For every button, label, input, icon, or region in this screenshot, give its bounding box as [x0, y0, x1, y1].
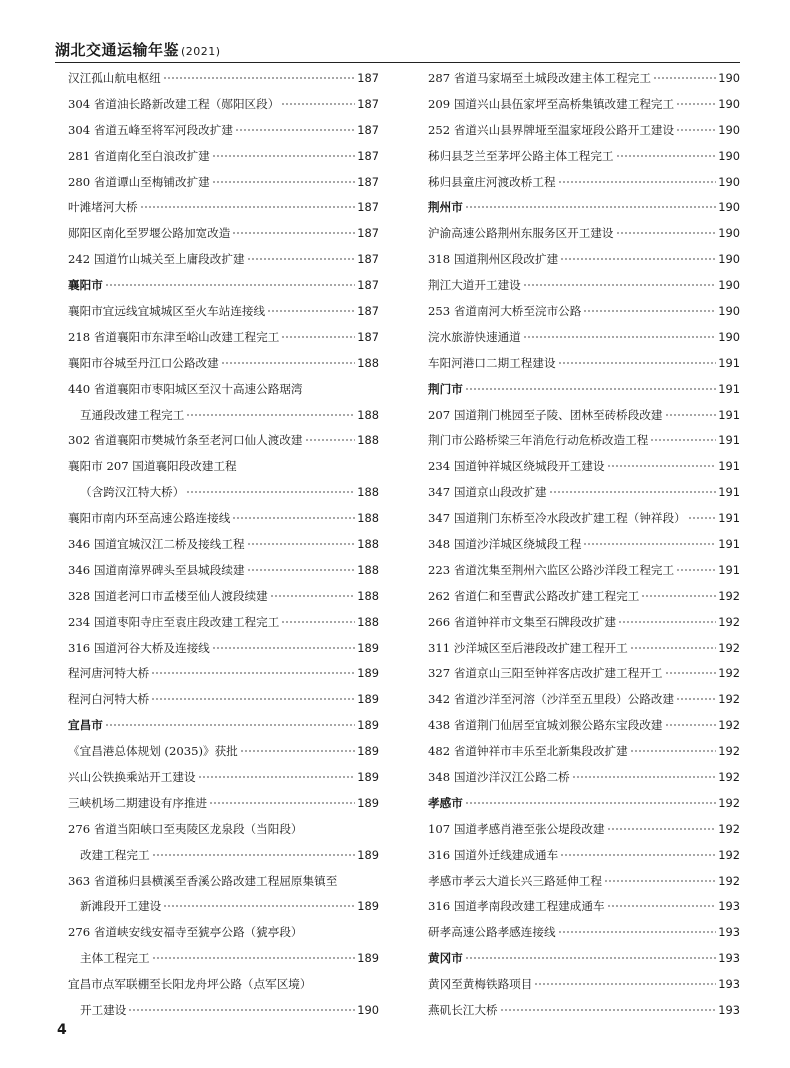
toc-entry-page: 190	[718, 174, 740, 189]
toc-entry-title: 浣水旅游快速通道	[428, 329, 521, 344]
toc-entry-title: 沪渝高速公路荆州东服务区开工建设	[428, 226, 614, 241]
dot-leader	[186, 411, 355, 418]
toc-entry-title: 新滩段开工建设	[80, 899, 162, 914]
dot-leader	[247, 256, 356, 263]
dot-leader	[607, 903, 717, 910]
toc-entry-title: 襄阳市 207 国道襄阳段改建工程	[68, 459, 237, 474]
toc-entry[interactable]	[428, 971, 740, 997]
toc-entry[interactable]	[68, 143, 379, 169]
dot-leader	[186, 489, 355, 496]
toc-entry-title: 234 国道枣阳寺庄至袁庄段改建工程完工	[68, 614, 280, 629]
toc-entry-title: 318 国道荆州区段改扩建	[428, 252, 559, 267]
toc-entry[interactable]	[428, 894, 740, 920]
dot-leader	[558, 359, 717, 366]
dot-leader	[128, 1007, 355, 1014]
toc-entry[interactable]	[428, 660, 740, 686]
toc-entry-page: 188	[357, 511, 379, 526]
toc-entry-title: 218 省道襄阳市东津至峪山改建工程完工	[68, 329, 280, 344]
toc-entry-page: 187	[357, 252, 379, 267]
toc-entry-title: 郧阳区南化至罗堰公路加宽改造	[68, 226, 231, 241]
toc-entry[interactable]	[428, 583, 740, 609]
toc-entry-page: 189	[357, 640, 379, 655]
toc-entry-page: 190	[718, 329, 740, 344]
dot-leader	[140, 204, 356, 211]
toc-entry-title: 234 国道钟祥城区绕城段开工建设	[428, 459, 605, 474]
toc-entry-title: 440 省道襄阳市枣阳城区至汉十高速公路琚湾	[68, 381, 303, 396]
toc-entry-page: 189	[357, 692, 379, 707]
dot-leader	[616, 152, 717, 159]
toc-entry-title: 程河白河特大桥	[68, 692, 150, 707]
toc-entry-title: 304 省道油长路新改建工程（郧阳区段）	[68, 96, 280, 111]
toc-entry-title: 347 国道京山段改扩建	[428, 485, 547, 500]
dot-leader	[240, 748, 355, 755]
toc-entry-page: 192	[718, 873, 740, 888]
toc-entry-title: 互通段改建工程完工	[80, 407, 185, 422]
toc-entry[interactable]	[428, 453, 740, 479]
toc-entry-title: 襄阳市谷城至丹江口公路改建	[68, 355, 219, 370]
toc-entry[interactable]	[68, 764, 379, 790]
toc-entry-page: 189	[357, 744, 379, 759]
dot-leader	[105, 282, 355, 289]
dot-leader	[465, 955, 716, 962]
toc-entry-page: 191	[718, 355, 740, 370]
toc-entry-page: 190	[718, 278, 740, 293]
toc-entry-page: 193	[718, 951, 740, 966]
toc-entry-title: 302 省道襄阳市樊城竹条至老河口仙人渡改建	[68, 433, 303, 448]
toc-entry[interactable]	[68, 609, 379, 635]
toc-section-heading[interactable]	[68, 272, 379, 298]
toc-entry-title: 襄阳市南内环至高速公路连接线	[68, 511, 231, 526]
toc-entry-page: 188	[357, 562, 379, 577]
toc-entry-page: 192	[718, 718, 740, 733]
toc-entry-page: 187	[357, 70, 379, 85]
toc-entry[interactable]	[428, 427, 740, 453]
toc-entry[interactable]	[68, 220, 379, 246]
toc-entry-page: 192	[718, 795, 740, 810]
dot-leader	[212, 644, 355, 651]
toc-entry[interactable]	[428, 997, 740, 1023]
toc-entry-page: 190	[357, 1003, 379, 1017]
toc-entry-title: 黄冈市	[428, 951, 463, 966]
toc-entry[interactable]	[68, 635, 379, 661]
book-year: (2021)	[181, 45, 221, 58]
toc-entry-page: 189	[357, 795, 379, 810]
toc-entry[interactable]	[428, 738, 740, 764]
toc-entry-title: 襄阳市宜远线宜城城区至火车站连接线	[68, 303, 266, 318]
toc-right-column	[428, 65, 740, 1023]
dot-leader	[676, 566, 716, 573]
toc-entry[interactable]	[428, 402, 740, 428]
toc-entry[interactable]	[68, 531, 379, 557]
toc-entry-title: 研孝高速公路孝感连接线	[428, 925, 556, 940]
book-title-text: 湖北交通运输年鉴	[55, 41, 180, 59]
toc-entry[interactable]	[68, 402, 379, 428]
toc-entry-title: 209 国道兴山县伍家坪至高桥集镇改建工程完工	[428, 96, 675, 111]
dot-leader	[305, 437, 356, 444]
toc-entry[interactable]	[428, 298, 740, 324]
toc-entry[interactable]	[68, 660, 379, 686]
toc-entry-title: 316 国道孝南段改建工程建成通车	[428, 899, 605, 914]
dot-leader	[151, 670, 355, 677]
toc-entry-page: 192	[718, 821, 740, 836]
dot-leader	[549, 489, 717, 496]
toc-entry-title: 叶滩堵河大桥	[68, 200, 138, 215]
toc-entry[interactable]	[68, 816, 379, 842]
toc-entry-title: 348 国道沙洋汉江公路二桥	[428, 769, 570, 784]
toc-entry-title: 262 省道仁和至曹武公路改扩建工程完工	[428, 588, 640, 603]
dot-leader	[465, 799, 716, 806]
dot-leader	[607, 463, 717, 470]
toc-entry-title: 孝感市孝云大道长兴三路延伸工程	[428, 873, 602, 888]
toc-entry-title: 253 省道南河大桥至浣市公路	[428, 303, 582, 318]
dot-leader	[232, 230, 355, 237]
toc-entry-title: 车阳河港口二期工程建设	[428, 355, 556, 370]
dot-leader	[653, 74, 716, 81]
toc-entry-page: 192	[718, 847, 740, 862]
toc-entry-page: 190	[718, 70, 740, 85]
toc-entry[interactable]	[68, 919, 379, 945]
dot-leader	[618, 618, 716, 625]
toc-entry-title: 280 省道谭山至梅铺改扩建	[68, 174, 210, 189]
toc-entry[interactable]	[428, 220, 740, 246]
toc-entry-page: 187	[357, 122, 379, 137]
toc-entry-page: 188	[357, 485, 379, 500]
toc-entry-title: 宜昌市点军联棚至长阳龙舟坪公路（点军区境）	[68, 977, 312, 992]
dot-leader	[676, 126, 716, 133]
dot-leader	[665, 722, 717, 729]
toc-entry-page: 191	[718, 459, 740, 474]
dot-leader	[676, 696, 716, 703]
toc-entry-page: 191	[718, 485, 740, 500]
toc-entry-title: 316 国道河谷大桥及连接线	[68, 640, 210, 655]
toc-section-heading[interactable]	[428, 945, 740, 971]
toc-entry[interactable]	[428, 65, 740, 91]
toc-section-heading[interactable]	[428, 194, 740, 220]
dot-leader	[572, 774, 716, 781]
toc-entry[interactable]	[428, 868, 740, 894]
toc-entry-title: 266 省道钟祥市文集至石牌段改扩建	[428, 614, 617, 629]
toc-entry-page: 189	[357, 899, 379, 914]
toc-entry[interactable]	[68, 583, 379, 609]
toc-entry[interactable]	[68, 117, 379, 143]
toc-entry-title: 秭归县童庄河渡改桥工程	[428, 174, 556, 189]
toc-entry-page: 192	[718, 666, 740, 681]
toc-entry-page: 193	[718, 899, 740, 914]
toc-entry-title: 秭归县芝兰至茅坪公路主体工程完工	[428, 148, 614, 163]
dot-leader	[676, 100, 716, 107]
toc-entry[interactable]	[428, 531, 740, 557]
toc-entry-page: 192	[718, 588, 740, 603]
toc-entry-page: 187	[357, 174, 379, 189]
dot-leader	[105, 722, 355, 729]
toc-entry[interactable]	[428, 686, 740, 712]
dot-leader	[604, 877, 716, 884]
dot-leader	[630, 748, 717, 755]
toc-entry-page: 192	[718, 744, 740, 759]
toc-entry-page: 190	[718, 96, 740, 111]
dot-leader	[688, 515, 717, 522]
dot-leader	[665, 411, 717, 418]
toc-entry-page: 187	[357, 226, 379, 241]
dot-leader	[465, 204, 716, 211]
dot-leader	[151, 696, 355, 703]
dot-leader	[198, 774, 356, 781]
page-number: 4	[57, 1022, 67, 1038]
toc-entry-page: 193	[718, 925, 740, 940]
toc-entry-title: 281 省道南化至白浪改扩建	[68, 148, 210, 163]
dot-leader	[209, 799, 355, 806]
toc-entry[interactable]	[68, 194, 379, 220]
toc-entry-page: 190	[718, 252, 740, 267]
dot-leader	[267, 307, 355, 314]
toc-entry[interactable]	[428, 609, 740, 635]
toc-entry-page: 187	[357, 329, 379, 344]
toc-entry[interactable]	[68, 738, 379, 764]
toc-entry-title: 311 沙洋城区至后港段改扩建工程开工	[428, 640, 628, 655]
toc-entry-page: 192	[718, 640, 740, 655]
dot-leader	[212, 178, 355, 185]
toc-entry-page: 192	[718, 692, 740, 707]
toc-entry-page: 187	[357, 200, 379, 215]
dot-leader	[247, 541, 356, 548]
toc-entry[interactable]	[68, 945, 379, 971]
toc-entry[interactable]	[68, 557, 379, 583]
toc-entry-page: 187	[357, 278, 379, 293]
toc-entry-page: 191	[718, 536, 740, 551]
toc-entry-title: 276 省道当阳峡口至夷陵区龙泉段（当阳段）	[68, 821, 303, 836]
dot-leader	[152, 955, 356, 962]
toc-entry-page: 190	[718, 226, 740, 241]
dot-leader	[607, 825, 717, 832]
book-title	[55, 39, 221, 60]
dot-leader	[560, 851, 716, 858]
toc-entry-page: 187	[357, 148, 379, 163]
dot-leader	[523, 333, 716, 340]
toc-entry[interactable]	[68, 686, 379, 712]
dot-leader	[235, 126, 355, 133]
toc-entry-title: 242 国道竹山城关至上庸段改扩建	[68, 252, 245, 267]
toc-entry-title: 252 省道兴山县界牌垭至温家垭段公路开工建设	[428, 122, 675, 137]
dot-leader	[560, 256, 716, 263]
toc-entry[interactable]	[68, 350, 379, 376]
toc-entry-title: （含跨汉江特大桥）	[80, 485, 185, 500]
toc-entry-page: 191	[718, 562, 740, 577]
toc-entry-title: 荆州市	[428, 200, 463, 215]
toc-entry-page: 191	[718, 407, 740, 422]
toc-entry[interactable]	[68, 894, 379, 920]
toc-entry[interactable]	[428, 712, 740, 738]
toc-entry-title: 主体工程完工	[80, 951, 150, 966]
toc-entry[interactable]	[428, 272, 740, 298]
toc-entry-page: 191	[718, 381, 740, 396]
toc-entry-title: 荆江大道开工建设	[428, 278, 521, 293]
toc-entry-title: 438 省道荆门仙居至宜城刘猴公路东宝段改建	[428, 718, 663, 733]
toc-entry-title: 346 国道南漳界碑头至县城段续建	[68, 562, 245, 577]
dot-leader	[281, 618, 355, 625]
toc-entry[interactable]	[428, 91, 740, 117]
toc-entry-page: 190	[718, 200, 740, 215]
toc-entry-title: 改建工程完工	[80, 847, 150, 862]
dot-leader	[221, 359, 356, 366]
toc-entry-page: 188	[357, 407, 379, 422]
toc-entry-title: 348 国道沙洋城区绕城段工程	[428, 536, 582, 551]
dot-leader	[534, 981, 716, 988]
toc-entry-page: 193	[718, 1003, 740, 1017]
toc-entry[interactable]	[68, 91, 379, 117]
toc-entry-page: 188	[357, 588, 379, 603]
toc-entry[interactable]	[428, 324, 740, 350]
dot-leader	[500, 1007, 717, 1014]
toc-entry[interactable]	[428, 143, 740, 169]
toc-entry-page: 193	[718, 977, 740, 992]
toc-entry-title: 荆门市公路桥梁三年消危行动危桥改造工程	[428, 433, 649, 448]
toc-entry-page: 188	[357, 614, 379, 629]
dot-leader	[558, 178, 717, 185]
toc-entry-page: 187	[357, 96, 379, 111]
toc-entry[interactable]	[428, 479, 740, 505]
toc-entry-page: 190	[718, 303, 740, 318]
toc-entry[interactable]	[68, 868, 379, 894]
toc-entry-title: 开工建设	[80, 1003, 127, 1017]
toc-entry[interactable]	[68, 246, 379, 272]
dot-leader	[650, 437, 716, 444]
toc-entry-title: 327 省道京山三阳至钟祥客店改扩建工程开工	[428, 666, 663, 681]
toc-entry-title: 襄阳市	[68, 278, 103, 293]
dot-leader	[523, 282, 716, 289]
dot-leader	[270, 592, 356, 599]
toc-entry-title: 347 国道荆门东桥至冷水段改扩建工程（钟祥段）	[428, 511, 686, 526]
toc-entry-title: 223 省道沈集至荆州六监区公路沙洋段工程完工	[428, 562, 675, 577]
dot-leader	[163, 74, 355, 81]
toc-entry[interactable]	[428, 169, 740, 195]
toc-entry[interactable]	[68, 298, 379, 324]
toc-entry[interactable]	[68, 971, 379, 997]
toc-entry-page: 192	[718, 614, 740, 629]
toc-entry[interactable]	[428, 117, 740, 143]
toc-section-heading[interactable]	[428, 376, 740, 402]
toc-entry-title: 三峡机场二期建设有序推进	[68, 795, 208, 810]
dot-leader	[665, 670, 717, 677]
toc-entry[interactable]	[428, 816, 740, 842]
toc-entry-page: 190	[718, 148, 740, 163]
toc-entry[interactable]	[68, 427, 379, 453]
toc-entry[interactable]	[68, 997, 379, 1023]
toc-entry-page: 191	[718, 433, 740, 448]
toc-entry-title: 363 省道秭归县横溪至香溪公路改建工程屈原集镇至	[68, 873, 338, 888]
dot-leader	[212, 152, 355, 159]
toc-entry-page: 189	[357, 718, 379, 733]
toc-left-column	[68, 65, 379, 1023]
dot-leader	[281, 333, 355, 340]
toc-entry-title: 276 省道峡安线安福寺至猇亭公路（猇亭段）	[68, 925, 303, 940]
toc-entry-title: 346 国道宜城汉江二桥及接线工程	[68, 536, 245, 551]
toc-entry-title: 316 国道外迁线建成通车	[428, 847, 559, 862]
toc-entry-title: 孝感市	[428, 795, 463, 810]
toc-entry[interactable]	[428, 350, 740, 376]
dot-leader	[583, 307, 716, 314]
toc-section-heading[interactable]	[428, 790, 740, 816]
toc-entry-title: 482 省道钟祥市丰乐至北新集段改扩建	[428, 744, 628, 759]
toc-entry-page: 188	[357, 536, 379, 551]
dot-leader	[152, 851, 356, 858]
toc-section-heading[interactable]	[68, 712, 379, 738]
toc-entry-title: 207 国道荆门桃园至子陵、团林至砖桥段改建	[428, 407, 663, 422]
toc-entry[interactable]	[68, 842, 379, 868]
toc-entry-page: 189	[357, 769, 379, 784]
toc-entry[interactable]	[428, 505, 740, 531]
toc-entry[interactable]	[428, 764, 740, 790]
toc-entry-title: 342 省道沙洋至河溶（沙洋至五里段）公路改建	[428, 692, 675, 707]
toc-entry-page: 189	[357, 847, 379, 862]
toc-entry-page: 188	[357, 355, 379, 370]
toc-entry[interactable]	[68, 324, 379, 350]
toc-entry-title: 107 国道孝感肖港至张公堤段改建	[428, 821, 605, 836]
toc-entry-title: 328 国道老河口市孟楼至仙人渡段续建	[68, 588, 268, 603]
toc-entry-title: 汉江孤山航电枢纽	[68, 70, 161, 85]
toc-entry[interactable]	[68, 790, 379, 816]
toc-entry[interactable]	[428, 635, 740, 661]
dot-leader	[558, 929, 717, 936]
running-header	[55, 40, 740, 63]
toc-entry[interactable]	[68, 453, 379, 479]
toc-entry-page: 188	[357, 433, 379, 448]
dot-leader	[630, 644, 717, 651]
toc-entry-title: 程河唐河特大桥	[68, 666, 150, 681]
toc-entry[interactable]	[428, 842, 740, 868]
toc-entry[interactable]	[428, 557, 740, 583]
toc-entry[interactable]	[68, 169, 379, 195]
toc-entry-title: 燕矶长江大桥	[428, 1003, 498, 1017]
toc-entry-title: 304 省道五峰至将军河段改扩建	[68, 122, 233, 137]
dot-leader	[163, 903, 355, 910]
toc-entry-page: 191	[718, 511, 740, 526]
toc-entry-page: 189	[357, 951, 379, 966]
dot-leader	[465, 385, 716, 392]
toc-entry-title: 《宜昌港总体规划 (2035)》获批	[68, 744, 238, 759]
toc-entry-page: 190	[718, 122, 740, 137]
toc-entry[interactable]	[428, 246, 740, 272]
dot-leader	[247, 566, 356, 573]
dot-leader	[232, 515, 355, 522]
toc-entry[interactable]	[68, 65, 379, 91]
dot-leader	[281, 100, 355, 107]
toc-entry-page: 192	[718, 769, 740, 784]
dot-leader	[641, 592, 716, 599]
toc-entry-title: 兴山公铁换乘站开工建设	[68, 769, 196, 784]
toc-entry[interactable]	[68, 479, 379, 505]
toc-entry-page: 189	[357, 666, 379, 681]
toc-entry-page: 187	[357, 303, 379, 318]
toc-entry-title: 黄冈至黄梅铁路项目	[428, 977, 533, 992]
toc-entry[interactable]	[68, 376, 379, 402]
toc-entry[interactable]	[428, 919, 740, 945]
dot-leader	[616, 230, 717, 237]
dot-leader	[583, 541, 716, 548]
toc-entry[interactable]	[68, 505, 379, 531]
toc-entry-title: 宜昌市	[68, 718, 103, 733]
toc-entry-title: 287 省道马家塥至土城段改建主体工程完工	[428, 70, 651, 85]
toc-entry-title: 荆门市	[428, 381, 463, 396]
